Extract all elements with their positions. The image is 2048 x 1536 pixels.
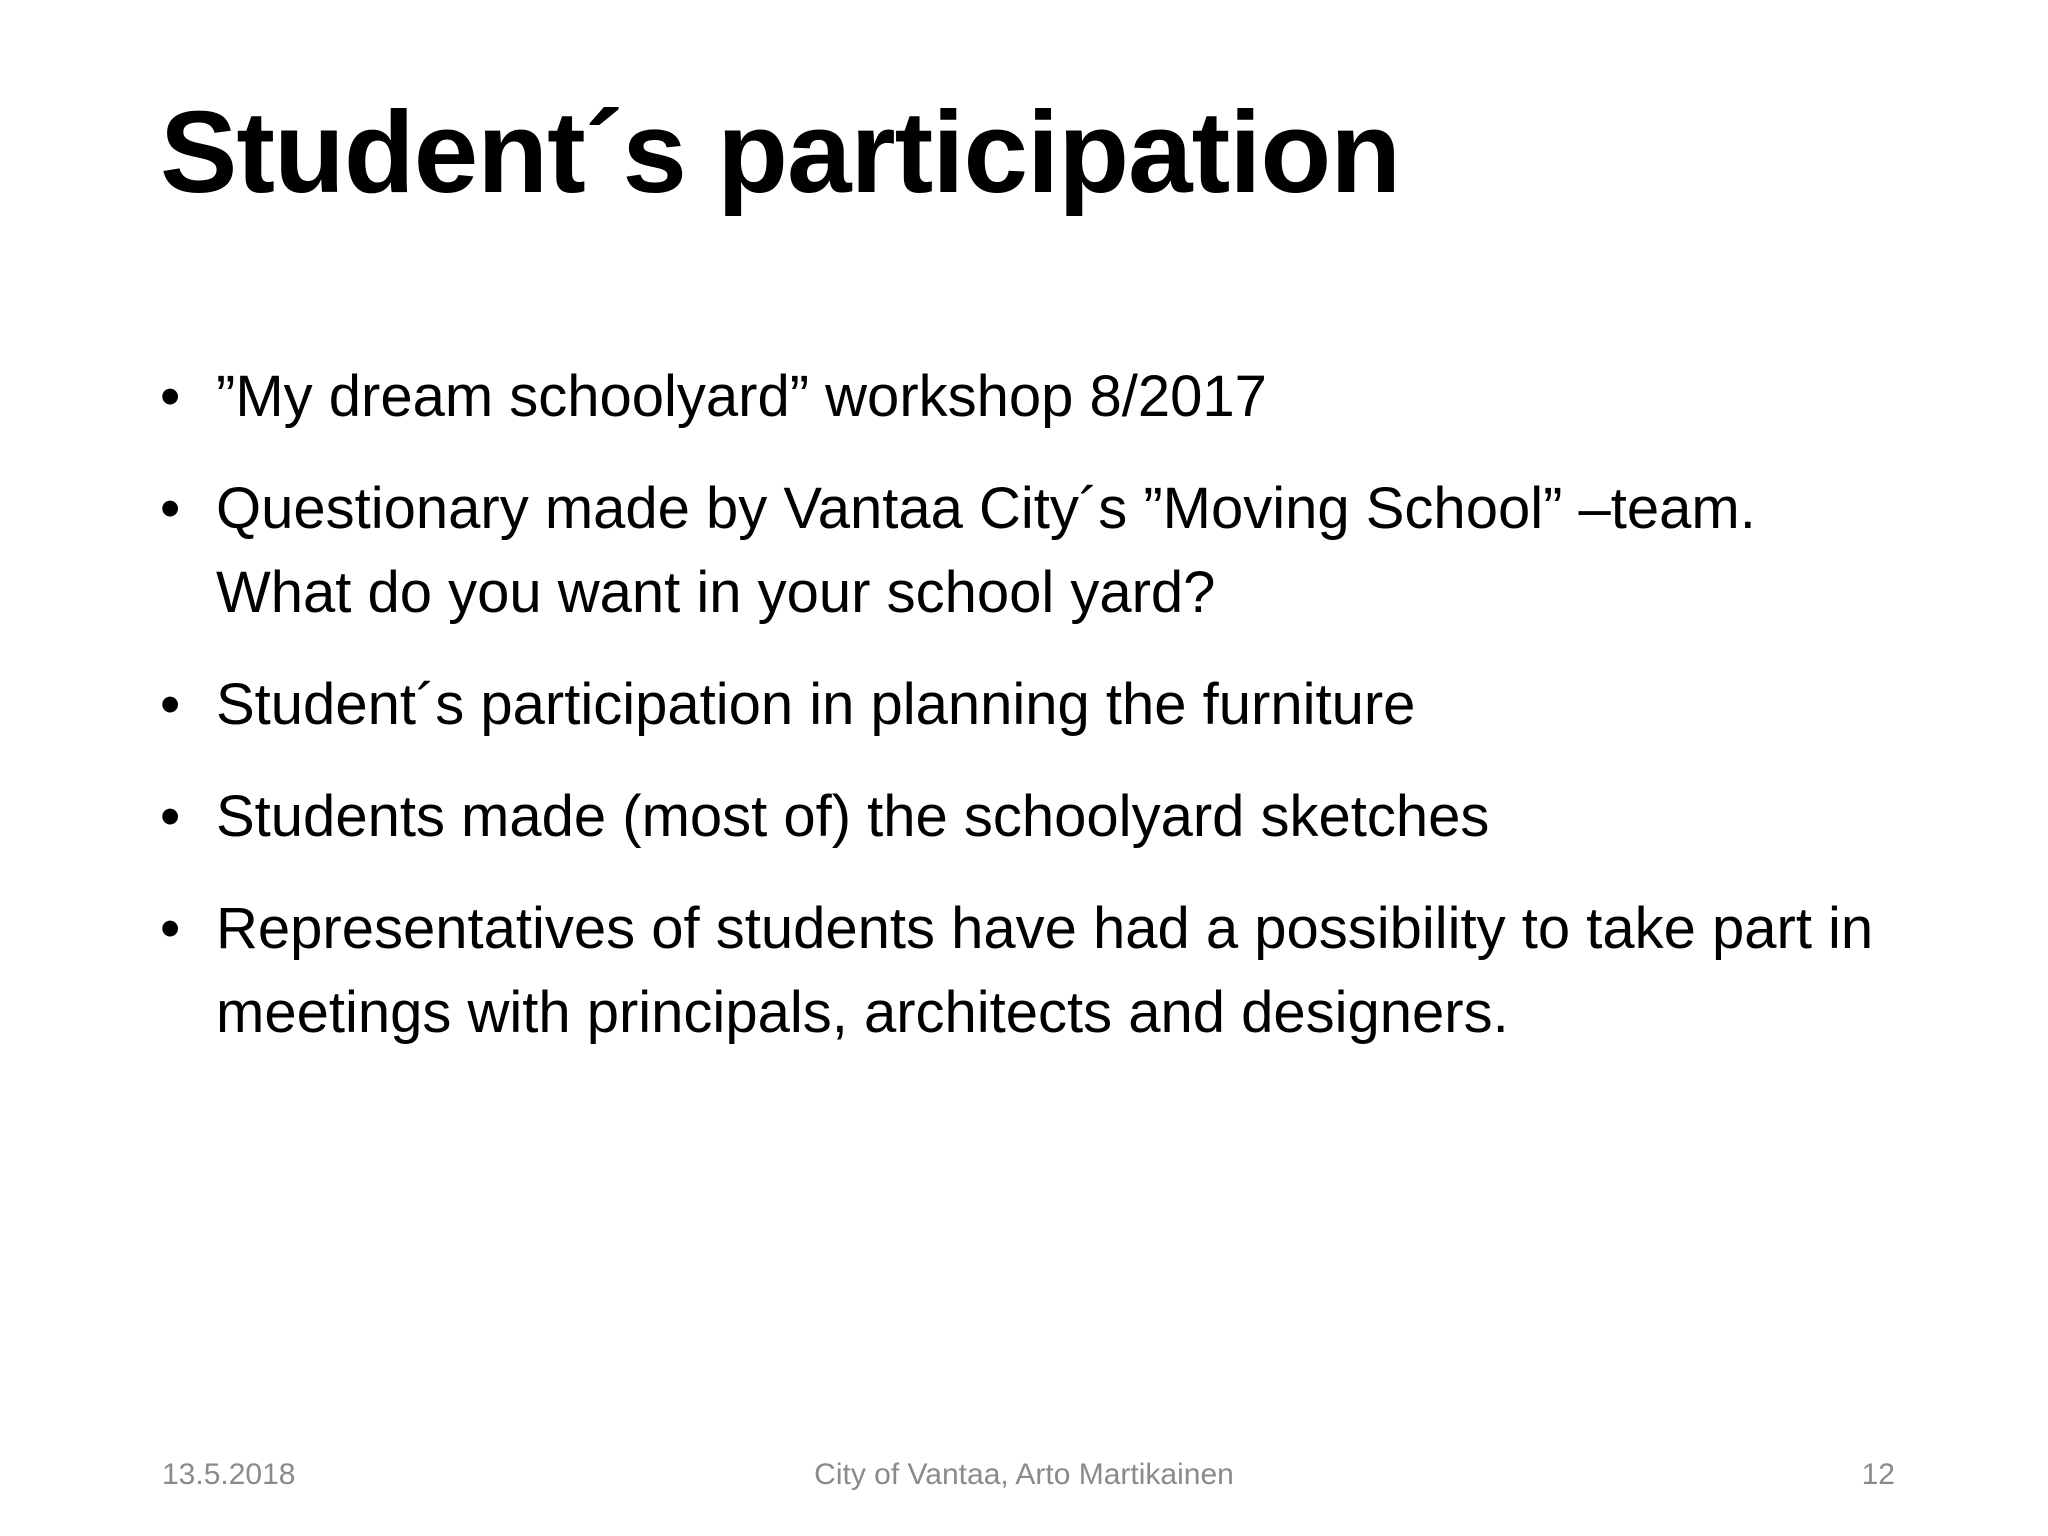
bullet-icon: • bbox=[160, 364, 181, 429]
bullet-text: Student´s participation in planning the furniture bbox=[216, 672, 1416, 737]
bullet-icon: • bbox=[160, 784, 181, 849]
bullet-item bbox=[160, 663, 1900, 747]
slide-title: Student´s participation bbox=[160, 87, 1401, 217]
bullet-text: Representatives of students have had a possibility to take part in meetings with principals, architects and designers. bbox=[216, 896, 1874, 1045]
bullet-text: Students made (most of) the schoolyard sketches bbox=[216, 784, 1490, 849]
bullet-item bbox=[160, 887, 1900, 1055]
bullet-item bbox=[160, 355, 1900, 439]
bullet-item bbox=[160, 467, 1900, 635]
bullet-text: ”My dream schoolyard” workshop 8/2017 bbox=[216, 364, 1267, 429]
bullet-icon: • bbox=[160, 896, 181, 961]
bullet-icon: • bbox=[160, 672, 181, 737]
footer-author: City of Vantaa, Arto Martikainen bbox=[814, 1458, 1234, 1491]
slide-number: 12 bbox=[1861, 1458, 1895, 1491]
bullet-item bbox=[160, 775, 1900, 859]
bullet-icon: • bbox=[160, 476, 181, 541]
footer-date: 13.5.2018 bbox=[162, 1458, 296, 1491]
bullet-text: Questionary made by Vantaa City´s ”Moving School” –team. What do you want in your school yard? bbox=[216, 476, 1756, 625]
bullet-list bbox=[160, 355, 1900, 1083]
